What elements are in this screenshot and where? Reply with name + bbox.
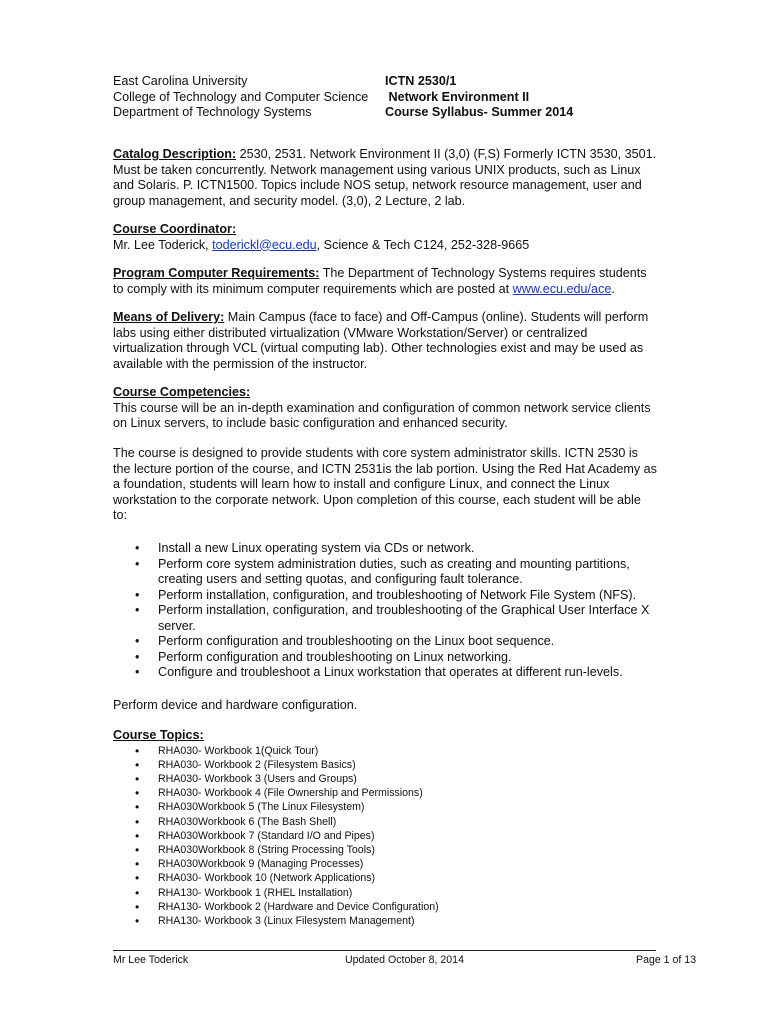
catalog-description-text: 2530, 2531. Network Environment II (3,0) (F,S) Formerly ICTN 3530, 3501. Must be taken concurrently. Network management using various UNIX products, such as Linux and Solaris. P. ICTN1500. Topics include NOS setup, network resource management, user and group management, and security model. (3,0), 2 Lecture, 2 lab. bbox=[113, 147, 657, 208]
syllabus-title: Course Syllabus- Summer 2014 bbox=[385, 105, 574, 119]
computer-requirements-section bbox=[113, 266, 658, 297]
means-of-delivery-text: Main Campus (face to face) and Off-Campus (online). Students will perform labs using either distributed virtualization (VMware Workstation/Server) or centralized virtualization through VCL (virtual computing lab). Other technologies exist and may be used as available with the permission of the instructor. bbox=[113, 310, 649, 371]
course-topics-section bbox=[113, 728, 658, 928]
competencies-intro: This course will be an in-depth examination and configuration of common network service clients on Linux servers, to include basic configuration and enhanced security. bbox=[113, 400, 651, 430]
topic-item: • RHA130- Workbook 2 (Hardware and Device Configuration) bbox=[113, 900, 658, 914]
competencies-list bbox=[113, 541, 658, 681]
course-coordinator-label: Course Coordinator: bbox=[113, 222, 237, 236]
competency-item: • Perform core system administration duties, such as creating and mounting partitions, creating users and setting quotas, and configuring fault tolerance. bbox=[113, 557, 658, 588]
competencies-list-container bbox=[113, 541, 658, 681]
course-name: Network Environment II bbox=[385, 89, 530, 104]
catalog-description-section bbox=[113, 147, 658, 209]
computer-requirements-text: The Department of Technology Systems requires students to comply with its minimum computer requirements which are posted at bbox=[113, 266, 647, 296]
competency-item: • Perform configuration and troubleshooting on the Linux boot sequence. bbox=[113, 634, 658, 650]
topic-item: • RHA030Workbook 9 (Managing Processes) bbox=[113, 857, 658, 871]
topic-item: • RHA030- Workbook 3 (Users and Groups) bbox=[113, 772, 658, 786]
ace-requirements-link[interactable]: www.ecu.edu/ace bbox=[512, 281, 612, 296]
course-competencies-label: Course Competencies: bbox=[113, 385, 251, 399]
coordinator-name: Mr. Lee Toderick, bbox=[113, 237, 213, 252]
topic-item: • RHA030- Workbook 10 (Network Applications) bbox=[113, 871, 658, 885]
topic-item: • RHA030Workbook 7 (Standard I/O and Pipes) bbox=[113, 829, 658, 843]
document-header bbox=[113, 74, 673, 121]
course-competencies-section bbox=[113, 385, 658, 432]
coordinator-details: , Science & Tech C124, 252-328-9665 bbox=[316, 237, 530, 252]
coordinator-email-link[interactable]: toderickl@ecu.edu bbox=[212, 237, 317, 252]
footer-divider bbox=[113, 950, 656, 951]
course-topics-label: Course Topics: bbox=[113, 728, 204, 742]
college-name: College of Technology and Computer Science bbox=[113, 89, 369, 104]
course-coordinator-section bbox=[113, 222, 658, 253]
requirements-period: . bbox=[611, 281, 615, 296]
department-name: Department of Technology Systems bbox=[113, 105, 312, 119]
competency-item: • Configure and troubleshoot a Linux workstation that operates at different run-levels. bbox=[113, 665, 658, 681]
topic-item: • RHA030Workbook 5 (The Linux Filesystem) bbox=[113, 800, 658, 814]
footer-author: Mr Lee Toderick bbox=[113, 954, 189, 966]
topic-item: • RHA030- Workbook 4 (File Ownership and Permissions) bbox=[113, 786, 658, 800]
topic-item: • RHA030- Workbook 2 (Filesystem Basics) bbox=[113, 758, 658, 772]
footer-page-number: Page 1 of 13 bbox=[636, 954, 697, 966]
competency-item: • Install a new Linux operating system via CDs or network. bbox=[113, 541, 658, 557]
device-configuration-text: Perform device and hardware configuration. bbox=[113, 698, 358, 712]
means-of-delivery-label: Means of Delivery: bbox=[113, 310, 225, 324]
course-code: ICTN 2530/1 bbox=[385, 74, 457, 88]
course-topics-list bbox=[113, 744, 658, 929]
competencies-paragraph: The course is designed to provide students with core system administrator skills. ICTN 2530 is the lecture portion of the course, and ICTN 2531is the lab portion. Using the Red Hat Academy as a foundation, students will learn how to install and configure Linux, and connect the Linux workstation to the corporate network. Upon completion of this course, each student will be able to: bbox=[113, 446, 657, 522]
means-of-delivery-section bbox=[113, 310, 658, 372]
competency-item: • Perform installation, configuration, and troubleshooting of Network File System (NFS). bbox=[113, 588, 658, 604]
catalog-description-label: Catalog Description: bbox=[113, 147, 237, 161]
topic-item: • RHA130- Workbook 1 (RHEL Installation) bbox=[113, 886, 658, 900]
topic-item: • RHA030Workbook 8 (String Processing Tools) bbox=[113, 843, 658, 857]
footer-updated-date: Updated October 8, 2014 bbox=[345, 954, 464, 966]
topic-item: • RHA130- Workbook 3 (Linux Filesystem Management) bbox=[113, 914, 658, 928]
topic-item: • RHA030- Workbook 1(Quick Tour) bbox=[113, 744, 658, 758]
competency-item: • Perform configuration and troubleshooting on Linux networking. bbox=[113, 650, 658, 666]
computer-requirements-label: Program Computer Requirements: bbox=[113, 266, 320, 280]
university-name: East Carolina University bbox=[113, 74, 248, 88]
competency-item: • Perform installation, configuration, and troubleshooting of the Graphical User Interface X server. bbox=[113, 603, 658, 634]
topic-item: • RHA030Workbook 6 (The Bash Shell) bbox=[113, 815, 658, 829]
